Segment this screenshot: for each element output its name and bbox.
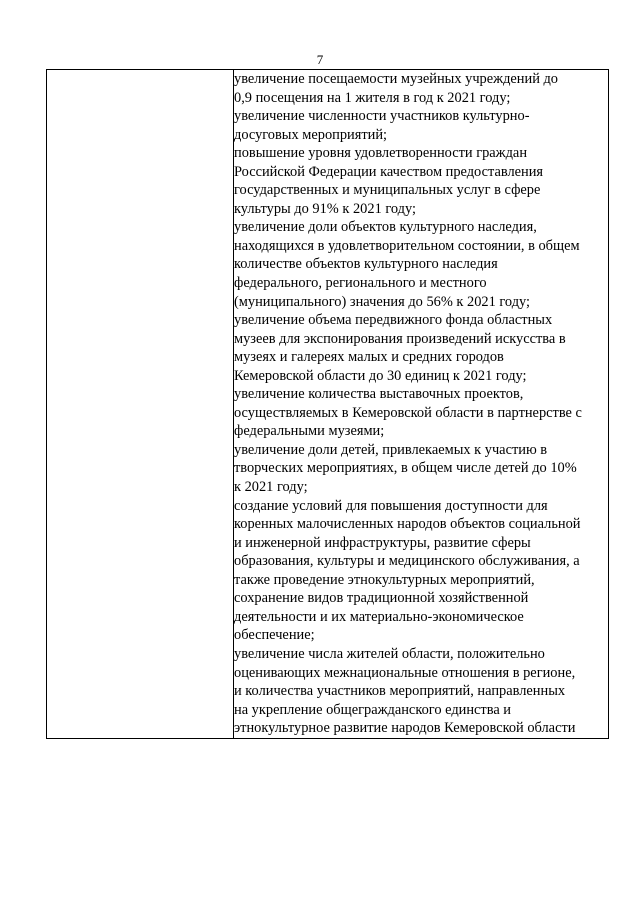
- text-line: (муниципального) значения до 56% к 2021 году;: [234, 293, 531, 310]
- text-line: увеличение доли объектов культурного наследия,: [234, 219, 537, 236]
- text-line: музеях и галереях малых и средних городов: [234, 349, 504, 366]
- text-line: 0,9 посещения на 1 жителя в год к 2021 году;: [234, 89, 511, 106]
- text-line: осуществляемых в Кемеровской области в партнерстве с: [234, 404, 582, 421]
- text-line: количестве объектов культурного наследия: [234, 256, 498, 273]
- page-number: 7: [316, 52, 324, 67]
- text-line: федерального, регионального и местного: [234, 275, 487, 292]
- text-line: повышение уровня удовлетворенности граждан: [234, 145, 528, 162]
- text-line: и инженерной инфраструктуры, развитие сферы: [234, 534, 531, 551]
- text-line: увеличение количества выставочных проектов,: [234, 386, 524, 403]
- text-line: досуговых мероприятий;: [234, 126, 388, 143]
- text-line: оценивающих межнациональные отношения в регионе,: [234, 664, 576, 681]
- text-line: увеличение числа жителей области, положительно: [234, 645, 545, 662]
- table-row: [47, 70, 609, 739]
- text-line: и количества участников мероприятий, направленных: [234, 683, 566, 700]
- text-line: Российской Федерации качеством предоставления: [234, 163, 544, 180]
- text-line: Кемеровской области до 30 единиц к 2021 году;: [234, 367, 527, 384]
- text-line: коренных малочисленных народов объектов социальной: [234, 516, 581, 533]
- text-line: на укрепление общегражданского единства и: [234, 701, 512, 718]
- text-line: образования, культуры и медицинского обслуживания, а: [234, 553, 580, 570]
- text-line: к 2021 году;: [234, 479, 308, 496]
- text-line: создание условий для повышения доступности для: [234, 497, 548, 514]
- text-line: обеспечение;: [234, 627, 315, 644]
- table-cell-indicators: [234, 70, 609, 739]
- text-line: государственных и муниципальных услуг в сфере: [234, 182, 541, 199]
- text-line: увеличение объема передвижного фонда областных: [234, 312, 553, 329]
- text-line: творческих мероприятиях, в общем числе детей до 10%: [234, 460, 577, 477]
- text-line: также проведение этнокультурных мероприятий,: [234, 571, 535, 588]
- text-line: деятельности и их материально-экономическое: [234, 608, 524, 625]
- text-line: увеличение посещаемости музейных учреждений до: [234, 71, 559, 87]
- text-line: музеев для экспонирования произведений искусства в: [234, 330, 566, 347]
- text-line: этнокультурное развитие народов Кемеровской области: [234, 720, 576, 737]
- document-table: [46, 69, 609, 739]
- table-cell-left-empty: [47, 70, 234, 739]
- text-line: культуры до 91% к 2021 году;: [234, 200, 417, 217]
- text-line: увеличение численности участников культурно-: [234, 108, 530, 125]
- text-line: сохранение видов традиционной хозяйственной: [234, 590, 529, 607]
- text-line: находящихся в удовлетворительном состоянии, в общем: [234, 237, 580, 254]
- text-line: федеральными музеями;: [234, 423, 385, 440]
- text-line: увеличение доли детей, привлекаемых к участию в: [234, 441, 548, 458]
